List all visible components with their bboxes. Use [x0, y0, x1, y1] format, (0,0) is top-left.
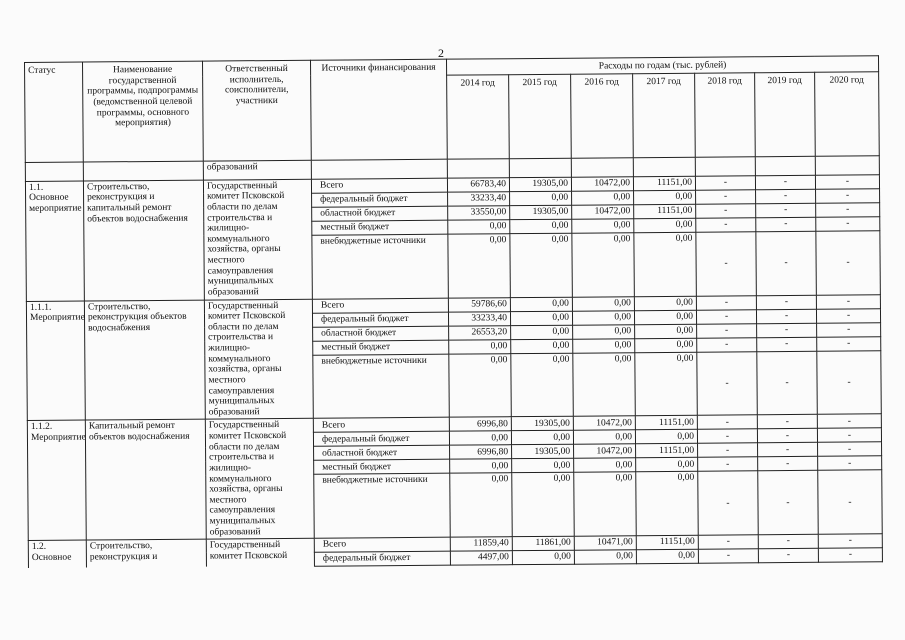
funding-source: Всего [313, 418, 449, 433]
amount-cell: - [818, 470, 883, 534]
amount-cell: - [816, 230, 881, 294]
amount-cell: - [698, 535, 758, 549]
funding-source: местный бюджет [313, 340, 449, 355]
amount-cell: 10472,00 [571, 176, 633, 191]
amount-cell: - [816, 294, 880, 309]
amount-cell: - [818, 442, 882, 457]
header-expenses: Расходы по годам (тыс. рублей) [446, 56, 878, 75]
funding-source: Всего [311, 178, 447, 193]
amount-cell: - [816, 188, 880, 203]
amount-cell: 0,00 [511, 325, 573, 340]
amount-cell: 0,00 [450, 459, 512, 474]
funding-source: местный бюджет [314, 460, 450, 475]
group-name: Строительство, реконструкция и капитальный ремонт объектов водоснабжения [83, 180, 204, 301]
amount-cell: 0,00 [510, 233, 572, 297]
amount-cell: 0,00 [510, 191, 572, 206]
amount-cell: 11859,40 [450, 537, 512, 551]
group-name: Капитальный ремонт объектов водоснабжения [85, 419, 206, 540]
amount-cell: 19305,00 [512, 445, 574, 460]
amount-cell: 0,00 [448, 233, 510, 297]
header-sources: Источники финансирования [310, 59, 447, 160]
amount-cell: 0,00 [572, 190, 634, 205]
amount-cell: 6996,80 [449, 417, 511, 432]
amount-cell: - [696, 203, 756, 217]
amount-cell: 6996,80 [450, 445, 512, 460]
amount-cell: 11151,00 [633, 176, 695, 191]
amount-cell: - [817, 428, 881, 443]
amount-cell: 0,00 [635, 430, 697, 445]
amount-cell: 33550,00 [448, 205, 510, 220]
amount-cell: - [818, 548, 882, 562]
amount-cell: 59786,60 [448, 297, 510, 312]
amount-cell: 10471,00 [574, 536, 636, 550]
group-responsible: Государственный комитет Псковской [206, 538, 314, 566]
funding-source: федеральный бюджет [314, 551, 450, 566]
funding-source: внебюджетные источники [314, 474, 450, 539]
amount-cell: 4497,00 [450, 551, 512, 565]
amount-cell: 0,00 [574, 458, 636, 473]
amount-cell: 0,00 [449, 353, 511, 417]
group-responsible: Государственный комитет Псковской области по делам строительства и жилищно-коммунального хозяйства, органы местного самоуправления муниципальных образований [205, 419, 314, 540]
funding-source: внебюджетные источники [313, 354, 449, 419]
amount-cell: 0,00 [450, 473, 512, 537]
amount-cell: - [695, 175, 755, 189]
header-name: Наименование государственной программы, подпрограммы (ведомственной целевой программы, основного мероприятия) [83, 61, 204, 162]
amount-cell: - [698, 471, 758, 535]
amount-cell: 10472,00 [573, 416, 635, 431]
amount-cell: 0,00 [635, 324, 697, 339]
amount-cell: 19305,00 [509, 177, 571, 192]
amount-cell: 11861,00 [512, 536, 574, 550]
amount-cell: - [696, 231, 756, 295]
amount-cell: - [697, 415, 757, 429]
header-responsible: Ответственный исполнитель, соисполнители, участники [202, 60, 311, 160]
amount-cell: 11151,00 [635, 416, 697, 431]
group-status: 1.1. Основное мероприятие [25, 181, 84, 301]
amount-cell: 66783,40 [447, 177, 509, 192]
amount-cell: - [815, 174, 879, 189]
amount-cell: 19305,00 [510, 205, 572, 220]
amount-cell: - [818, 456, 882, 471]
amount-cell: 0,00 [635, 352, 697, 416]
amount-cell: 0,00 [634, 190, 696, 205]
amount-cell: - [696, 309, 756, 323]
amount-cell: 33233,40 [448, 311, 510, 326]
amount-cell: 0,00 [573, 430, 635, 445]
page-number: 2 [438, 46, 444, 60]
amount-cell: - [696, 217, 756, 231]
amount-cell: 10472,00 [572, 204, 634, 219]
amount-cell: 0,00 [635, 338, 697, 353]
funding-source: федеральный бюджет [312, 312, 448, 327]
amount-cell: - [697, 323, 757, 337]
amount-cell: 0,00 [636, 549, 698, 563]
amount-cell: 19305,00 [511, 417, 573, 432]
header-year: 2014 год [447, 74, 510, 158]
group-name: Строительство, реконструкция и [86, 539, 206, 567]
amount-cell: 0,00 [511, 431, 573, 446]
group-status: 1.1.2. Мероприятие [27, 420, 86, 540]
amount-cell: - [758, 548, 818, 562]
header-year: 2019 год [755, 72, 816, 156]
group-status: 1.2. Основное [28, 540, 86, 568]
header-year: 2015 год [509, 74, 572, 158]
amount-cell: 0,00 [634, 296, 696, 311]
amount-cell: - [758, 471, 818, 535]
budget-table [24, 55, 883, 568]
funding-source: федеральный бюджет [313, 432, 449, 447]
amount-cell: - [817, 336, 881, 351]
table-body [25, 155, 882, 568]
amount-cell: 0,00 [574, 472, 636, 536]
amount-cell: 0,00 [512, 550, 574, 564]
group-name: Строительство, реконструкция объектов водоснабжения [84, 300, 205, 421]
amount-cell: - [698, 549, 758, 563]
amount-cell: 0,00 [449, 339, 511, 354]
amount-cell: - [757, 337, 817, 351]
funding-source: Всего [314, 537, 450, 552]
amount-cell: - [816, 308, 880, 323]
group-responsible: Государственный комитет Псковской области по делам строительства и жилищно-коммунального хозяйства, органы местного самоуправления муниципальных образований [204, 299, 313, 420]
group-responsible: Государственный комитет Псковской области по делам строительства и жилищно-коммунального хозяйства, органы местного самоуправления муниципальных образований [203, 179, 312, 300]
funding-source: внебюджетные источники [312, 234, 448, 299]
funding-source: областной бюджет [313, 326, 449, 341]
amount-cell: - [756, 309, 816, 323]
amount-cell: - [697, 429, 757, 443]
amount-cell: 11151,00 [634, 204, 696, 219]
table-header [25, 56, 880, 162]
amount-cell: 0,00 [511, 353, 573, 417]
group-status: 1.1.1. Мероприятие [26, 301, 85, 421]
amount-cell: - [756, 189, 816, 203]
amount-cell: 0,00 [634, 218, 696, 233]
amount-cell: - [697, 337, 757, 351]
header-year: 2018 год [695, 72, 756, 156]
amount-cell: - [816, 202, 880, 217]
amount-cell: - [757, 415, 817, 429]
amount-cell: - [698, 457, 758, 471]
amount-cell: - [817, 322, 881, 337]
amount-cell: - [696, 189, 756, 203]
amount-cell: 10472,00 [574, 444, 636, 459]
amount-cell: - [817, 350, 882, 414]
amount-cell: 0,00 [574, 550, 636, 564]
amount-cell: 0,00 [449, 431, 511, 446]
amount-cell: - [696, 295, 756, 309]
funding-source: местный бюджет [312, 220, 448, 235]
amount-cell: - [758, 457, 818, 471]
amount-cell: 0,00 [448, 219, 510, 234]
amount-cell: - [756, 217, 816, 231]
funding-source: федеральный бюджет [312, 192, 448, 207]
amount-cell: - [757, 351, 817, 415]
header-status: Статус [25, 62, 84, 162]
amount-cell: 0,00 [510, 297, 572, 312]
amount-cell: - [755, 175, 815, 189]
amount-cell: 0,00 [572, 296, 634, 311]
amount-cell: 0,00 [510, 311, 572, 326]
amount-cell: 0,00 [512, 459, 574, 474]
header-year: 2020 год [815, 71, 880, 156]
amount-cell: - [757, 323, 817, 337]
amount-cell: 0,00 [572, 232, 634, 296]
amount-cell: 0,00 [636, 458, 698, 473]
amount-cell: 0,00 [511, 339, 573, 354]
amount-cell: 0,00 [573, 352, 635, 416]
amount-cell: - [816, 216, 880, 231]
amount-cell: - [697, 351, 757, 415]
header-year: 2017 год [633, 73, 696, 157]
amount-cell: - [817, 414, 881, 429]
amount-cell: 0,00 [572, 310, 634, 325]
amount-cell: 0,00 [512, 473, 574, 537]
amount-cell: 33233,40 [448, 191, 510, 206]
amount-cell: 11151,00 [636, 444, 698, 459]
amount-cell: 0,00 [573, 324, 635, 339]
funding-source: областной бюджет [314, 446, 450, 461]
amount-cell: - [757, 429, 817, 443]
amount-cell: 11151,00 [636, 535, 698, 549]
amount-cell: 0,00 [636, 472, 698, 536]
amount-cell: 0,00 [572, 218, 634, 233]
amount-cell: 26553,20 [449, 325, 511, 340]
amount-cell: 0,00 [634, 232, 696, 296]
amount-cell: 0,00 [634, 310, 696, 325]
amount-cell: 0,00 [573, 338, 635, 353]
funding-source: Всего [312, 298, 448, 313]
amount-cell: - [698, 443, 758, 457]
amount-cell: - [818, 534, 882, 548]
header-year: 2016 год [571, 73, 634, 157]
amount-cell: - [756, 295, 816, 309]
funding-source: областной бюджет [312, 206, 448, 221]
amount-cell: - [758, 535, 818, 549]
amount-cell: - [756, 231, 816, 295]
amount-cell: - [758, 443, 818, 457]
continuation-text: образований [203, 160, 311, 180]
amount-cell: - [756, 203, 816, 217]
amount-cell: 0,00 [510, 219, 572, 234]
